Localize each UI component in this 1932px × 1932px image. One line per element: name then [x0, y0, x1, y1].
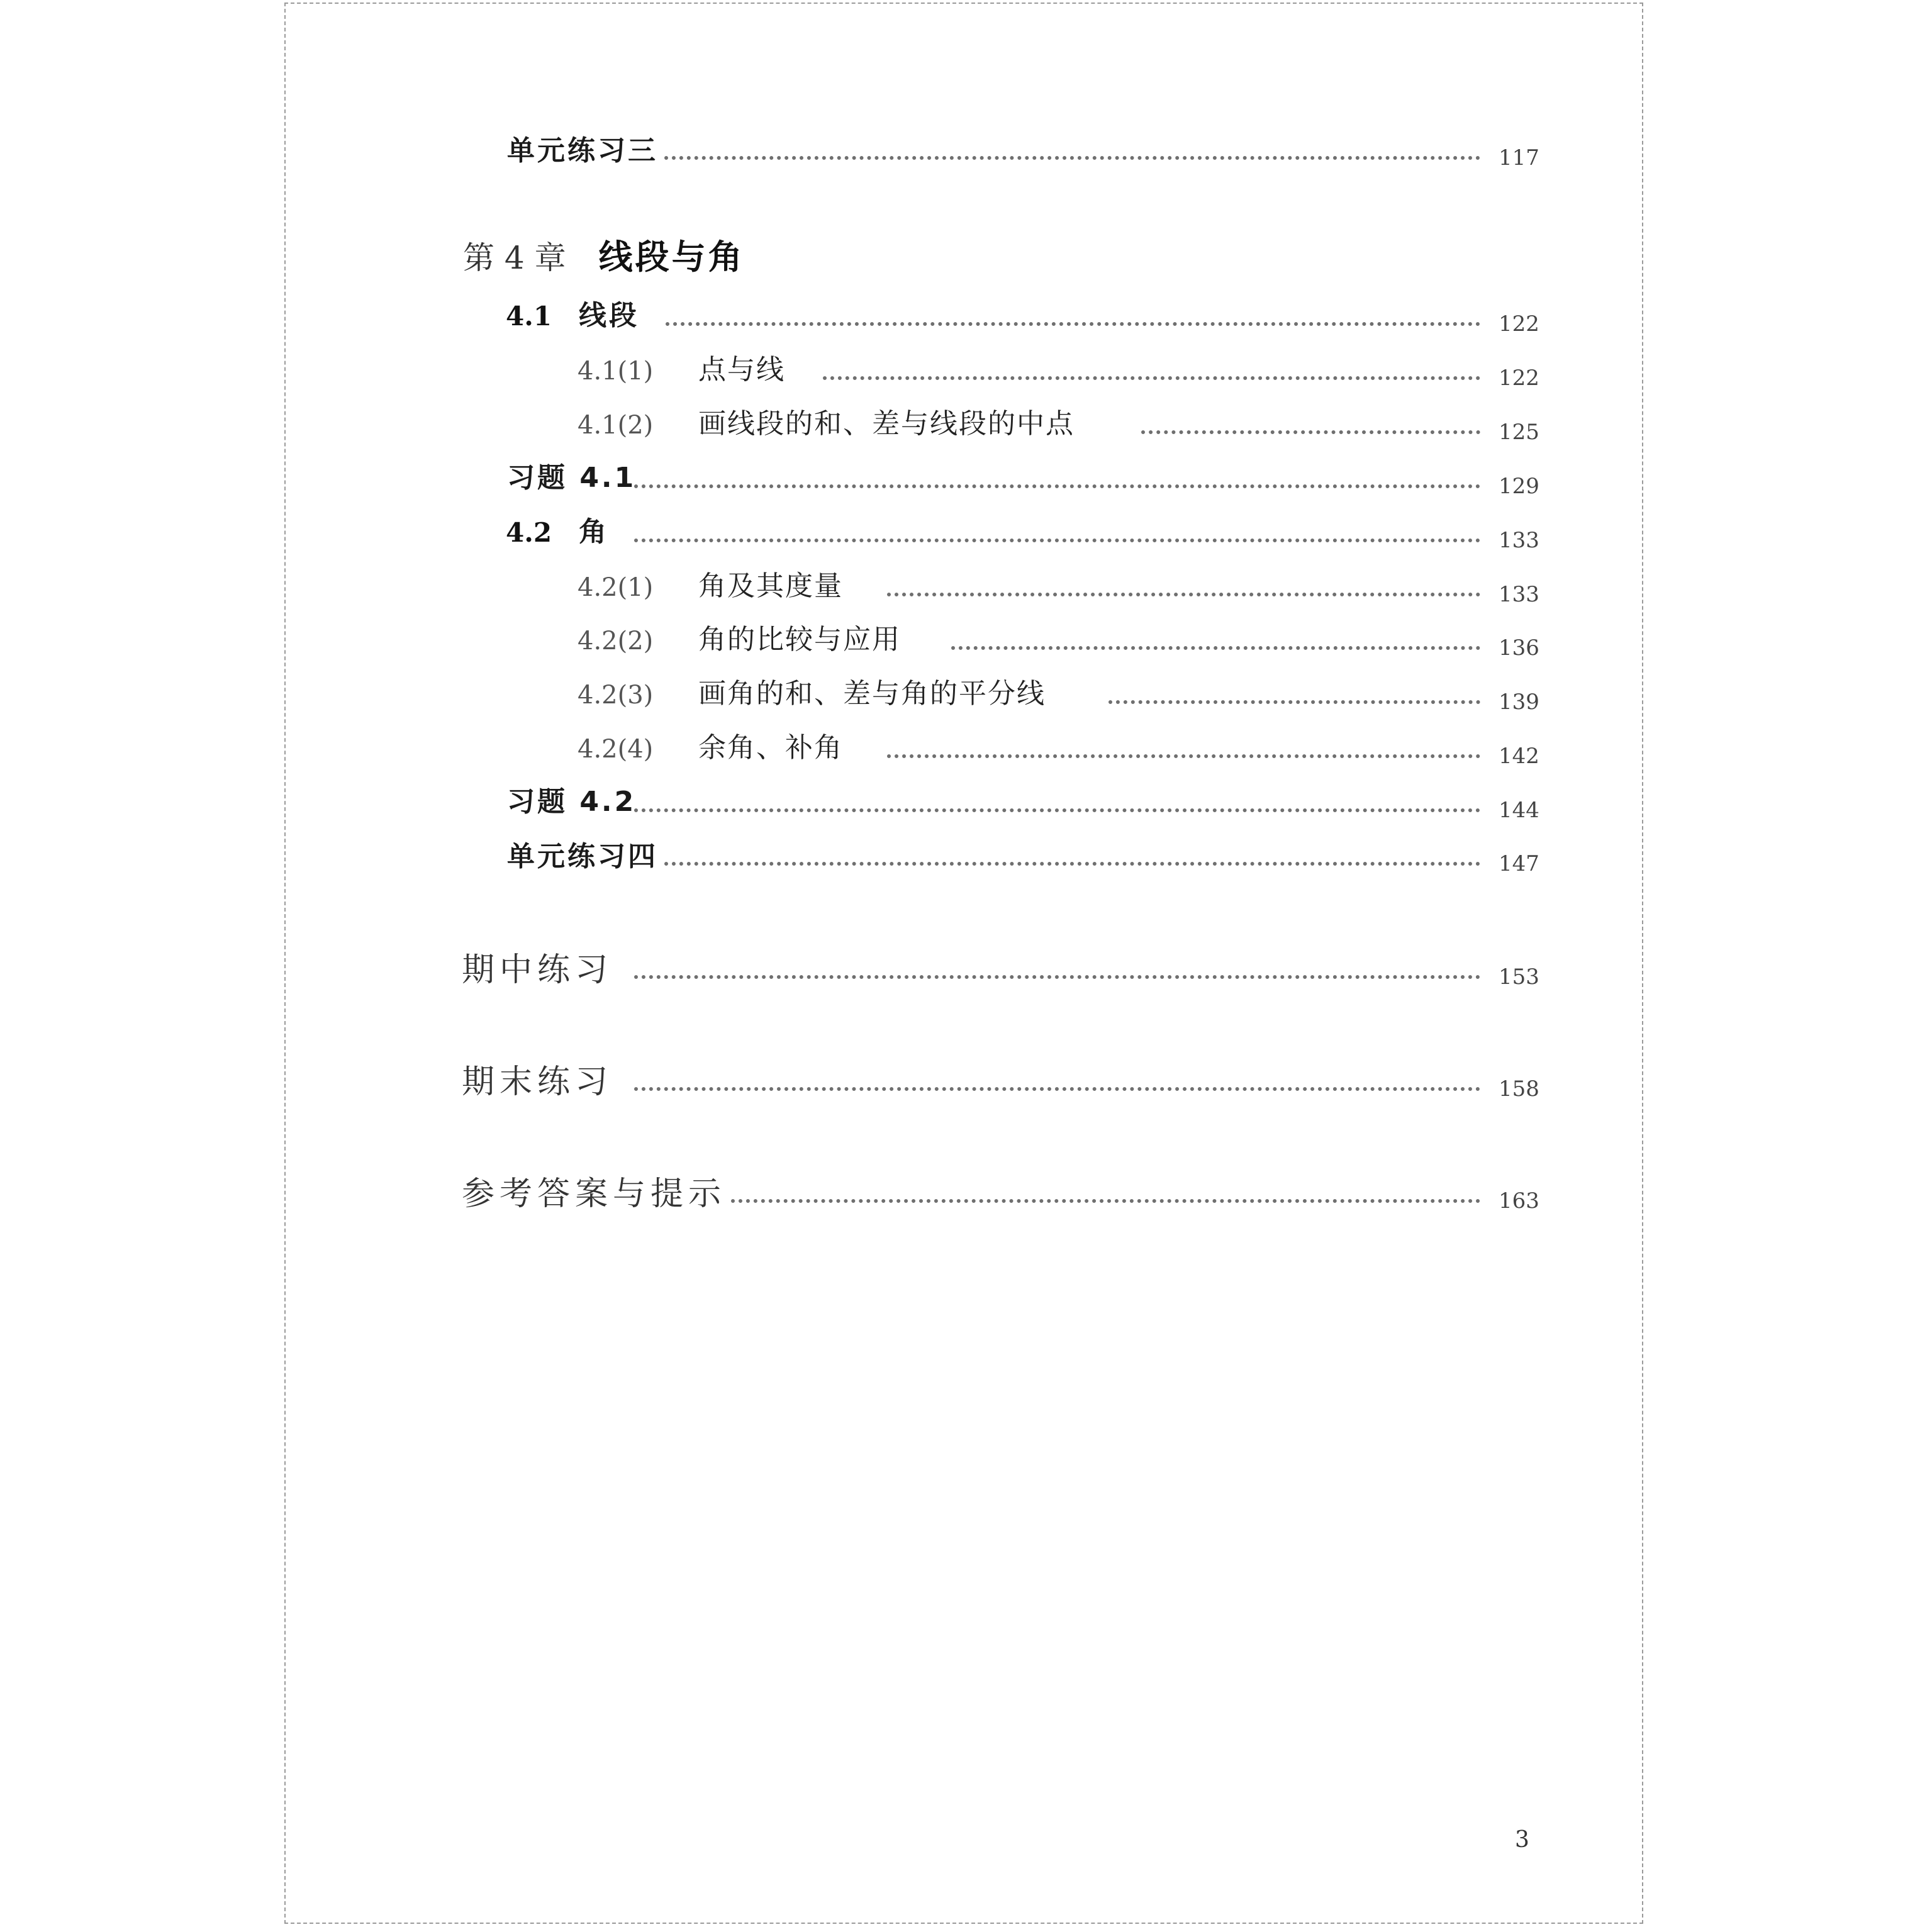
toc-leader-dots — [634, 975, 1480, 979]
chapter-title: 线段与角 — [598, 237, 745, 277]
toc-entry-final-exercise[interactable] — [0, 1061, 1932, 1111]
toc-entry-lesson-4-1-2[interactable] — [0, 404, 1932, 454]
toc-page-number: 144 — [1499, 798, 1539, 823]
toc-entry-answers-and-hints[interactable] — [0, 1173, 1932, 1223]
toc-entry-lesson-4-2-4[interactable] — [0, 728, 1932, 778]
toc-entry-label: 画线段的和、差与线段的中点 — [698, 408, 1075, 440]
toc-entry-label: 单元练习四 — [507, 840, 658, 873]
toc-entry-number: 4.2 — [506, 517, 552, 548]
toc-leader-dots — [731, 1199, 1480, 1203]
toc-leader-dots — [634, 484, 1480, 488]
toc-leader-dots — [823, 376, 1480, 380]
toc-entry-lesson-4-1-1[interactable] — [0, 350, 1932, 400]
toc-entry-section-4-1[interactable] — [0, 296, 1932, 346]
toc-page-number: 147 — [1499, 851, 1539, 876]
toc-entry-label: 角的比较与应用 — [698, 623, 901, 656]
chapter-heading — [463, 237, 745, 277]
toc-page-number: 125 — [1499, 420, 1539, 445]
toc-entry-label: 角及其度量 — [698, 570, 843, 602]
toc-entry-label: 习题 4.1 — [507, 462, 637, 494]
toc-entry-number: 4.2(4) — [578, 735, 654, 764]
toc-entry-number: 4.1 — [506, 301, 552, 332]
toc-entry-label: 期中练习 — [462, 951, 613, 989]
toc-entry-label: 点与线 — [698, 354, 785, 386]
toc-entry-unit-exercise-4[interactable] — [0, 835, 1932, 886]
toc-entry-number: 4.1(1) — [578, 357, 654, 386]
toc-leader-dots — [664, 156, 1480, 160]
toc-entry-number: 4.1(2) — [578, 411, 654, 440]
toc-page-number: 122 — [1499, 366, 1539, 391]
toc-entry-number: 4.2(1) — [578, 573, 654, 602]
toc-entry-exercises-4-2[interactable] — [0, 782, 1932, 832]
toc-leader-dots — [1108, 700, 1480, 704]
toc-entry-label: 余角、补角 — [698, 732, 843, 764]
toc-leader-dots — [634, 539, 1480, 542]
toc-entry-label: 画角的和、差与角的平分线 — [698, 678, 1046, 710]
toc-leader-dots — [634, 1087, 1480, 1091]
toc-leader-dots — [666, 322, 1480, 326]
toc-page-number: 133 — [1499, 528, 1539, 553]
toc-page-number: 158 — [1499, 1076, 1539, 1102]
toc-page-number: 163 — [1499, 1188, 1539, 1214]
chapter-number: 第 4 章 — [463, 240, 566, 276]
toc-entry-midterm-exercise[interactable] — [0, 949, 1932, 999]
toc-leader-dots — [951, 646, 1480, 650]
toc-leader-dots — [634, 808, 1480, 812]
toc-page-number: 117 — [1499, 145, 1539, 170]
toc-entry-number: 4.2(2) — [578, 627, 654, 656]
toc-page-number: 129 — [1499, 474, 1539, 499]
toc-leader-dots — [887, 593, 1480, 596]
toc-entry-unit-exercise-3[interactable] — [0, 130, 1932, 180]
toc-entry-lesson-4-2-2[interactable] — [0, 620, 1932, 670]
toc-entry-label: 角 — [579, 516, 609, 548]
toc-entry-label: 单元练习三 — [507, 135, 658, 167]
toc-entry-number: 4.2(3) — [578, 681, 654, 710]
toc-entry-section-4-2[interactable] — [0, 512, 1932, 562]
toc-page-number: 122 — [1499, 311, 1539, 337]
toc-page-number: 153 — [1499, 964, 1539, 990]
toc-entry-label: 习题 4.2 — [507, 786, 637, 818]
toc-page-number: 133 — [1499, 582, 1539, 607]
toc-entry-lesson-4-2-1[interactable] — [0, 566, 1932, 617]
toc-entry-lesson-4-2-3[interactable] — [0, 674, 1932, 724]
toc-leader-dots — [664, 862, 1480, 866]
toc-leader-dots — [887, 754, 1480, 758]
toc-leader-dots — [1141, 430, 1480, 434]
toc-page-number: 136 — [1499, 635, 1539, 661]
page-folio: 3 — [1515, 1827, 1529, 1853]
toc-entry-label: 线段 — [579, 299, 639, 332]
toc-entry-label: 参考答案与提示 — [462, 1175, 727, 1213]
toc-page-number: 142 — [1499, 744, 1539, 769]
toc-entry-exercises-4-1[interactable] — [0, 458, 1932, 508]
toc-page-number: 139 — [1499, 690, 1539, 715]
toc-entry-label: 期末练习 — [462, 1063, 613, 1101]
